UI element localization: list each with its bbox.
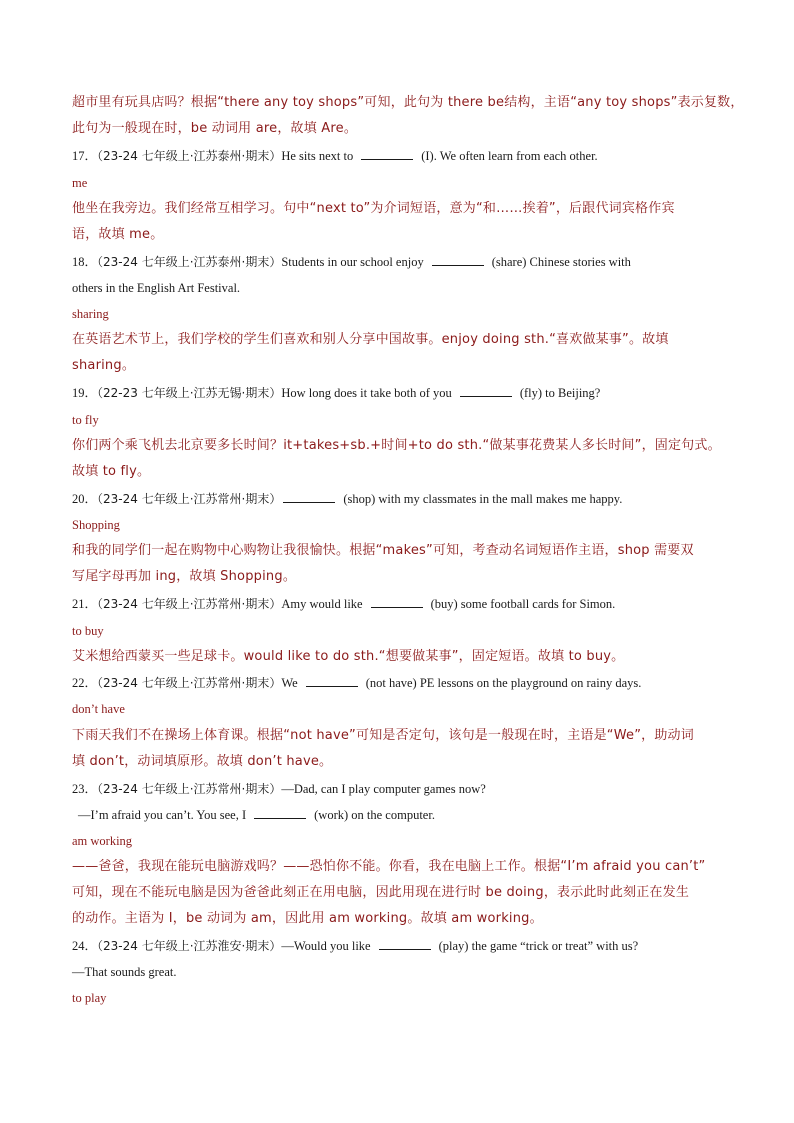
question-text: —I’m afraid you can’t. You see, I [78, 808, 247, 822]
answer-21: to buy [72, 624, 104, 638]
explanation-line: 写尾字母再加 ing，故填 Shopping。 [72, 569, 297, 584]
question-17 [72, 146, 598, 166]
explanation-line: 此句为一般现在时，be 动词用 are，故填 Are。 [72, 121, 358, 136]
answer-19: to fly [72, 413, 99, 427]
answer-blank [283, 490, 335, 503]
explanation-line: 他坐在我旁边。我们经常互相学习。句中“next to”为介词短语，意为“和……挨着”，后跟代词宾格作宾 [72, 201, 675, 216]
question-number: 17． [72, 149, 98, 163]
question-text: (buy) some football cards for Simon. [430, 597, 616, 611]
question-source: （23-24 七年级上·江苏常州·期末） [97, 492, 282, 506]
question-number: 22． [72, 676, 98, 690]
question-text: (play) the game “trick or treat” with us? [438, 939, 639, 953]
question-number: 24． [72, 939, 98, 953]
answer-18: sharing [72, 307, 109, 321]
explanation-line: 艾米想给西蒙买一些足球卡。would like to do sth.“想要做某事”，固定短语。故填 to buy。 [72, 649, 625, 664]
question-22 [72, 673, 641, 693]
answer-blank [460, 384, 512, 397]
answer-blank [361, 147, 413, 160]
question-text: —Would you like [281, 939, 371, 953]
question-24 [72, 936, 638, 956]
answer-24: to play [72, 991, 107, 1005]
question-text: (shop) with my classmates in the mall makes me happy. [343, 492, 623, 506]
question-number: 19． [72, 386, 98, 400]
answer-blank [306, 674, 358, 687]
answer-blank [432, 253, 484, 266]
question-text: Students in our school enjoy [281, 255, 424, 269]
question-source: （22-23 七年级上·江苏无锡·期末） [97, 386, 282, 400]
explanation-line: ——爸爸，我现在能玩电脑游戏吗？——恐怕你不能。你看，我在电脑上工作。根据“I’m afraid you can’t” [72, 859, 706, 874]
answer-blank [379, 937, 431, 950]
question-text: He sits next to [281, 149, 354, 163]
question-text: (fly) to Beijing? [519, 386, 601, 400]
question-23-dialogue [78, 805, 435, 825]
question-text: (work) on the computer. [314, 808, 435, 822]
question-18 [72, 252, 631, 272]
question-text: How long does it take both of you [281, 386, 452, 400]
question-number: 18． [72, 255, 98, 269]
question-text: Amy would like [281, 597, 363, 611]
question-text: (I). We often learn from each other. [421, 149, 598, 163]
explanation-line: 下雨天我们不在操场上体育课。根据“not have”可知是否定句，该句是一般现在时，主语是“We”，助动词 [72, 728, 694, 743]
question-source: （23-24 七年级上·江苏泰州·期末） [97, 149, 282, 163]
answer-blank [254, 806, 306, 819]
question-text: We [281, 676, 298, 690]
question-text-continued: others in the English Art Festival. [72, 281, 241, 295]
answer-22: don’t have [72, 702, 125, 716]
explanation-line: 填 don’t，动词填原形。故填 don’t have。 [72, 754, 333, 769]
question-20 [72, 489, 622, 509]
question-number: 23． [72, 782, 98, 796]
question-text: (share) Chinese stories with [491, 255, 631, 269]
explanation-line: 可知，现在不能玩电脑是因为爸爸此刻正在用电脑，因此用现在进行时 be doing，表示此时此刻正在发生 [72, 885, 690, 900]
question-19 [72, 383, 600, 403]
question-number: 21． [72, 597, 98, 611]
question-source: （23-24 七年级上·江苏淮安·期末） [97, 939, 282, 953]
question-text: —Dad, can I play computer games now? [281, 782, 486, 796]
answer-blank [371, 595, 423, 608]
question-source: （23-24 七年级上·江苏泰州·期末） [97, 255, 282, 269]
question-text: (not have) PE lessons on the playground on rainy days. [365, 676, 642, 690]
answer-23: am working [72, 834, 133, 848]
question-source: （23-24 七年级上·江苏常州·期末） [97, 676, 282, 690]
answer-20: Shopping [72, 518, 120, 532]
answer-17: me [72, 176, 88, 190]
explanation-line: 在英语艺术节上，我们学校的学生们喜欢和别人分享中国故事。enjoy doing sth.“喜欢做某事”。故填 [72, 332, 669, 347]
explanation-line: 超市里有玩具店吗？根据“there any toy shops”可知，此句为 there be结构，主语“any toy shops”表示复数， [72, 95, 744, 110]
question-source: （23-24 七年级上·江苏常州·期末） [97, 782, 282, 796]
explanation-line: 你们两个乘飞机去北京要多长时间？it+takes+sb.+时间+to do sth.“做某事花费某人多长时间”，固定句式。 [72, 438, 721, 453]
question-number: 20． [72, 492, 98, 506]
question-23 [72, 779, 486, 799]
question-text-continued: —That sounds great. [72, 965, 177, 979]
explanation-line: 语，故填 me。 [72, 227, 164, 242]
explanation-line: 和我的同学们一起在购物中心购物让我很愉快。根据“makes”可知，考查动名词短语作主语，shop 需要双 [72, 543, 694, 558]
explanation-line: sharing。 [72, 358, 136, 373]
question-source: （23-24 七年级上·江苏常州·期末） [97, 597, 282, 611]
question-21 [72, 594, 615, 614]
explanation-line: 的动作。主语为 I，be 动词为 am，因此用 am working。故填 am working。 [72, 911, 543, 926]
explanation-line: 故填 to fly。 [72, 464, 151, 479]
